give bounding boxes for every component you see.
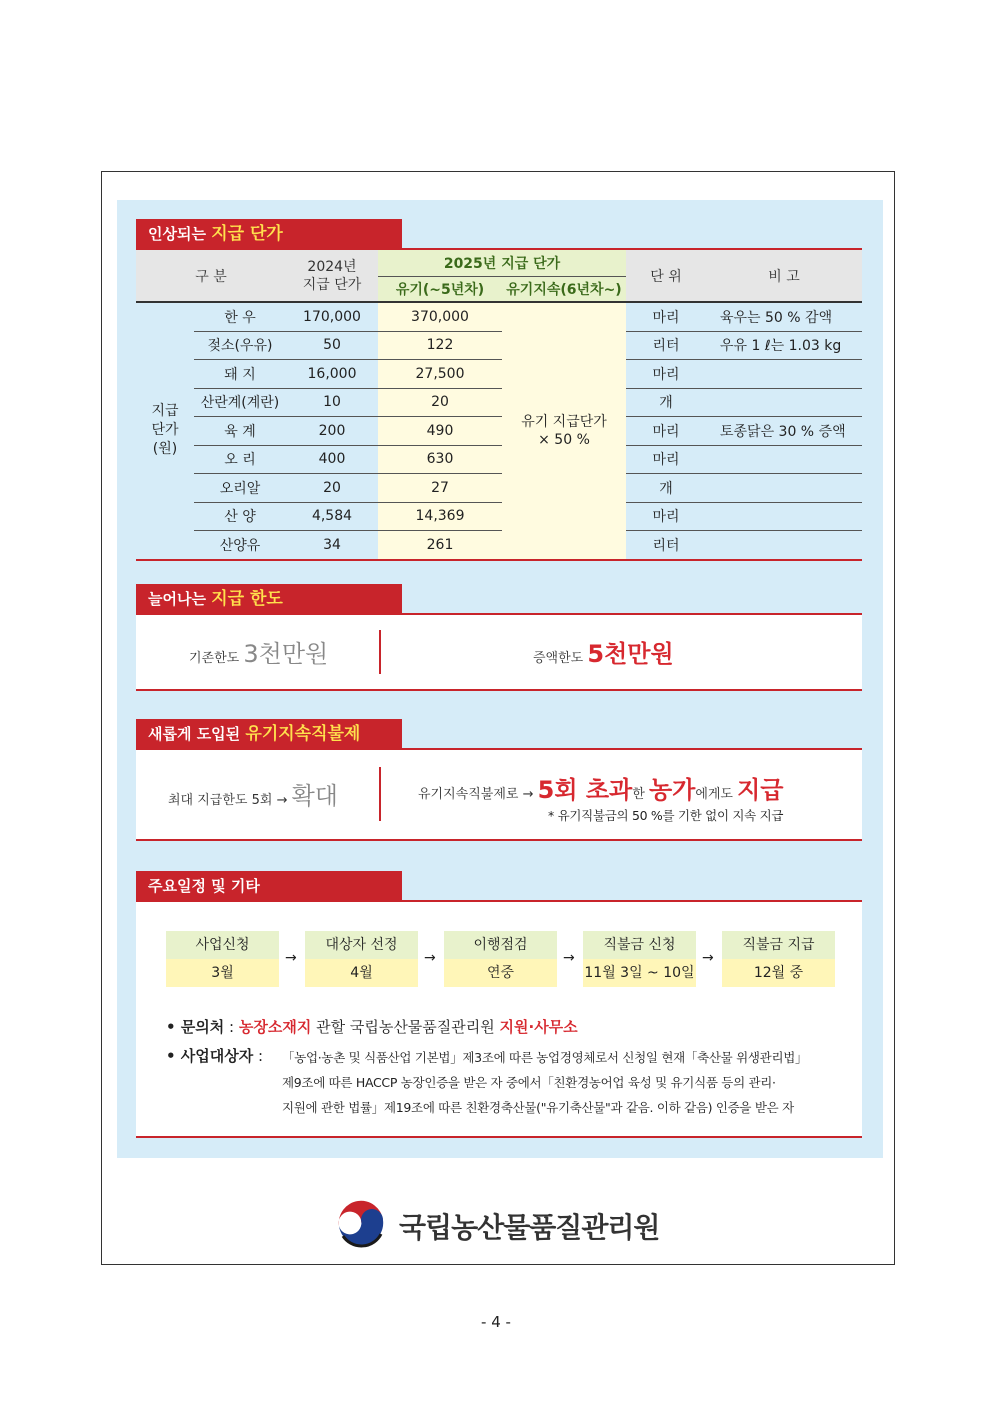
- price-organic: 27: [378, 474, 502, 503]
- unit: 리터: [626, 531, 706, 560]
- unit: 마리: [626, 502, 706, 531]
- price-organic: 14,369: [378, 502, 502, 531]
- table-row: [136, 502, 862, 531]
- remark: [706, 474, 862, 503]
- section-title-payment-limit: 늘어나는 지급 한도: [136, 584, 402, 614]
- price-organic: 490: [378, 417, 502, 446]
- price-organic: 370,000: [378, 302, 502, 331]
- price-2024: 10: [286, 388, 378, 417]
- organic-continued-rate: 유기 지급단가 × 50 %: [502, 302, 626, 560]
- price-2024: 34: [286, 531, 378, 560]
- taegeuk-emblem-icon: [335, 1200, 389, 1248]
- header-organic: 유기(~5년차): [378, 276, 502, 302]
- item-name: 젖소(우유): [194, 331, 286, 360]
- unit: 개: [626, 474, 706, 503]
- target-label: • 사업대상자 :: [166, 1047, 264, 1065]
- section-title-new-program: 새롭게 도입된 유기지속직불제: [136, 719, 402, 749]
- target-line-1: 「농업·농촌 및 식품산업 기본법」제3조에 따른 농업경영체로서 신청일 현재「축산물 위생관리법」: [282, 1050, 808, 1065]
- item-name: 오리알: [194, 474, 286, 503]
- program-separator: [379, 767, 381, 821]
- table-row: [136, 531, 862, 560]
- remark: [706, 388, 862, 417]
- header-2024: 2024년 지급 단가: [286, 250, 378, 302]
- table-row: [136, 474, 862, 503]
- header-organic-continued: 유기지속(6년차~): [502, 276, 626, 302]
- arrow-icon: →: [424, 950, 436, 966]
- limit-separator: [379, 630, 381, 674]
- increased-limit: 증액한도 5천만원: [533, 640, 674, 668]
- unit: 개: [626, 388, 706, 417]
- unit: 마리: [626, 417, 706, 446]
- remark: [706, 531, 862, 560]
- remark: 우유 1 ℓ는 1.03 kg: [706, 331, 862, 360]
- step-application: 사업신청 3월: [166, 931, 279, 987]
- price-2024: 16,000: [286, 360, 378, 389]
- item-name: 한 우: [194, 302, 286, 331]
- remark: [706, 360, 862, 389]
- price-2024: 170,000: [286, 302, 378, 331]
- agency-logo: [335, 1200, 675, 1248]
- price-2024: 200: [286, 417, 378, 446]
- unit: 마리: [626, 302, 706, 331]
- contact-info: • 문의처 : 농장소재지 관할 국립농산물품질관리원 지원·사무소: [166, 1018, 578, 1036]
- program-footnote: * 유기직불금의 50 %를 기한 없이 지속 지급: [548, 808, 784, 823]
- remark: [706, 445, 862, 474]
- table-row: [136, 331, 862, 360]
- step-selection: 대상자 선정 4월: [305, 931, 418, 987]
- section-title-highlight: 지급 단가: [211, 224, 283, 244]
- header-category: 구 분: [136, 250, 286, 302]
- unit: 마리: [626, 445, 706, 474]
- price-organic: 630: [378, 445, 502, 474]
- table-row: [136, 388, 862, 417]
- program-description: 유기지속직불제로 → 5회 초과한 농가에게도 지급: [418, 776, 784, 804]
- header-remark: 비 고: [706, 250, 862, 302]
- arrow-icon: →: [563, 950, 575, 966]
- price-2024: 400: [286, 445, 378, 474]
- remark: [706, 502, 862, 531]
- page-number: - 4 -: [481, 1313, 511, 1331]
- step-payment: 직불금 지급 12월 중: [722, 931, 835, 987]
- max-limit-text: 최대 지급한도 5회 → 확대: [168, 782, 338, 810]
- table-row: [136, 417, 862, 446]
- price-organic: 122: [378, 331, 502, 360]
- item-name: 산란계(계란): [194, 388, 286, 417]
- price-2024: 4,584: [286, 502, 378, 531]
- unit: 마리: [626, 360, 706, 389]
- group-label: 지급 단가 (원): [136, 302, 194, 560]
- step-payment-application: 직불금 신청 11월 3일 ~ 10일: [583, 931, 696, 987]
- item-name: 오 리: [194, 445, 286, 474]
- unit: 리터: [626, 331, 706, 360]
- payment-rate-table: [136, 250, 862, 561]
- section-title-prefix: 인상되는: [148, 225, 212, 243]
- item-name: 돼 지: [194, 360, 286, 389]
- arrow-icon: →: [285, 950, 297, 966]
- table-row: [136, 445, 862, 474]
- table-row: [136, 302, 862, 331]
- step-inspection: 이행점검 연중: [444, 931, 557, 987]
- item-name: 산 양: [194, 502, 286, 531]
- header-unit: 단 위: [626, 250, 706, 302]
- agency-name: 국립농산물품질관리원: [399, 1211, 660, 1244]
- price-organic: 27,500: [378, 360, 502, 389]
- price-organic: 20: [378, 388, 502, 417]
- target-line-2: 제9조에 따른 HACCP 농장인증을 받은 자 중에서「친환경농어업 육성 및 유기식품 등의 관리·: [282, 1075, 776, 1090]
- price-2024: 50: [286, 331, 378, 360]
- remark: 육우는 50 % 감액: [706, 302, 862, 331]
- section-title-schedule: 주요일정 및 기타: [136, 871, 402, 901]
- target-line-3: 지원에 관한 법률」제19조에 따른 친환경축산물("유기축산물"과 같음. 이하 같음) 인증을 받은 자: [282, 1100, 794, 1115]
- header-2025: 2025년 지급 단가: [378, 250, 626, 276]
- section-title-payment-rates: [136, 219, 402, 249]
- arrow-icon: →: [702, 950, 714, 966]
- table-row: [136, 360, 862, 389]
- existing-limit: 기존한도 3천만원: [189, 640, 329, 668]
- price-organic: 261: [378, 531, 502, 560]
- item-name: 육 계: [194, 417, 286, 446]
- price-2024: 20: [286, 474, 378, 503]
- item-name: 산양유: [194, 531, 286, 560]
- remark: 토종닭은 30 % 증액: [706, 417, 862, 446]
